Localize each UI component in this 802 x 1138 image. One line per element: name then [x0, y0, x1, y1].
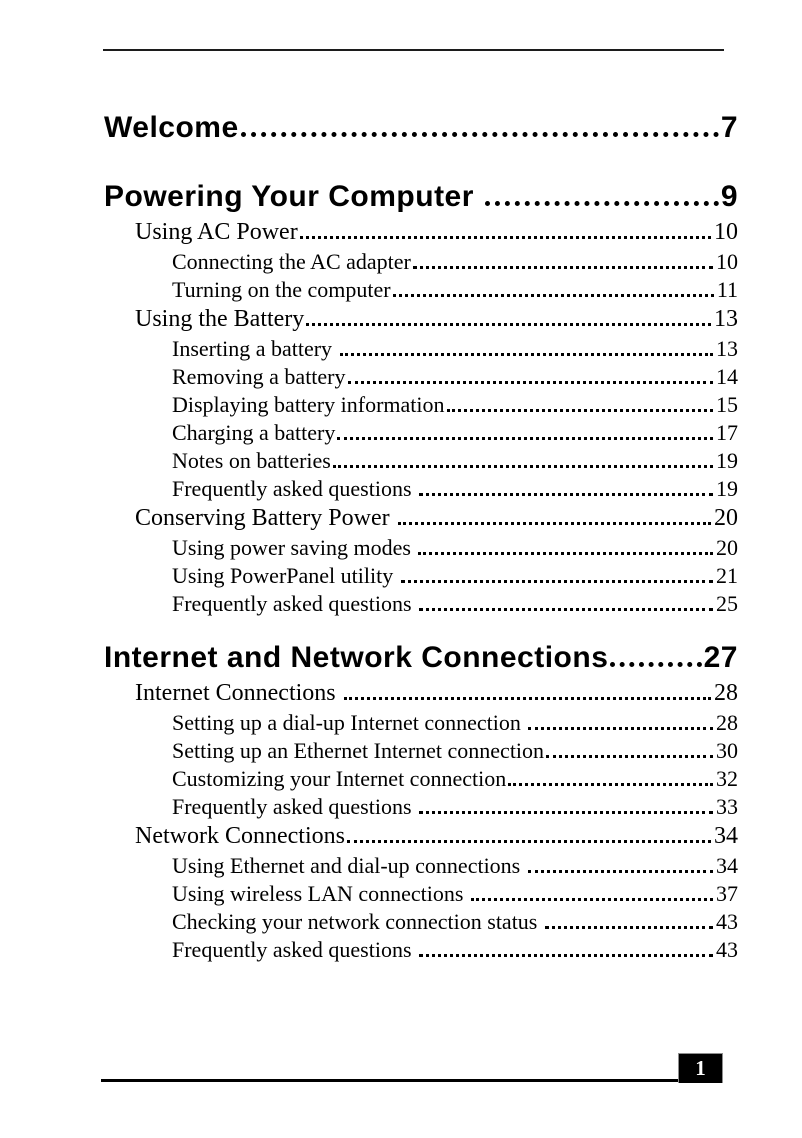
dot-leader: [485, 201, 719, 206]
toc-entry-label: Using AC Power: [135, 219, 298, 245]
toc-entry-subsection[interactable]: [104, 709, 738, 737]
toc-entry-subsection[interactable]: [104, 737, 738, 765]
toc-entry-page: 20: [714, 505, 738, 531]
toc-entry-page: 13: [714, 306, 738, 332]
toc-entry-subsection[interactable]: [104, 335, 738, 363]
toc-entry-subsection[interactable]: [104, 475, 738, 503]
toc-entry-subsection[interactable]: [104, 447, 738, 475]
dot-leader: [528, 727, 713, 730]
toc-entry-page: 17: [716, 420, 738, 445]
toc-entry-subsection[interactable]: [104, 562, 738, 590]
toc-entry-label: Using power saving modes: [172, 535, 417, 560]
toc-entry-label: Frequently asked questions: [172, 591, 418, 616]
footer-rule: [101, 1079, 678, 1082]
toc-entry-label: Checking your network connection status: [172, 909, 543, 934]
toc-entry-label: Frequently asked questions: [172, 476, 418, 501]
dot-leader: [545, 926, 713, 929]
toc-entry-label: Using the Battery: [135, 306, 305, 332]
toc-entry-page: 19: [716, 476, 738, 501]
toc-entry-page: 11: [716, 277, 738, 302]
toc-entry-page: 30: [716, 738, 738, 763]
toc-entry-subsection[interactable]: [104, 276, 738, 304]
toc-entry-label: Setting up a dial-up Internet connection: [172, 710, 527, 735]
dot-leader: [419, 608, 713, 611]
toc-entry-chapter[interactable]: [104, 640, 738, 675]
toc-entry-subsection[interactable]: [104, 880, 738, 908]
table-of-contents: [104, 110, 738, 964]
toc-entry-label: Internet Connections: [135, 680, 342, 706]
dot-leader: [333, 465, 713, 468]
toc-entry-subsection[interactable]: [104, 534, 738, 562]
dot-leader: [546, 755, 713, 758]
toc-entry-page: 15: [716, 392, 738, 417]
toc-entry-subsection[interactable]: [104, 852, 738, 880]
dot-leader: [419, 493, 713, 496]
toc-entry-label: Connecting the AC adapter: [172, 249, 411, 274]
toc-entry-chapter[interactable]: [104, 110, 738, 145]
toc-entry-label: Using PowerPanel utility: [172, 563, 399, 588]
toc-entry-page: 33: [716, 794, 738, 819]
toc-entry-page: 37: [716, 881, 738, 906]
dot-leader: [413, 266, 713, 269]
toc-entry-page: 32: [716, 766, 738, 791]
dot-leader: [340, 353, 713, 356]
toc-entry-label: Setting up an Ethernet Internet connection: [172, 738, 545, 763]
toc-entry-page: 7: [720, 111, 738, 144]
toc-entry-label: Frequently asked questions: [172, 794, 418, 819]
toc-entry-label: Displaying battery information: [172, 392, 445, 417]
toc-entry-page: 43: [716, 937, 738, 962]
toc-entry-page: 28: [714, 680, 738, 706]
toc-entry-label: Turning on the computer: [172, 277, 391, 302]
dot-leader: [300, 236, 711, 239]
toc-entry-page: 10: [714, 219, 738, 245]
dot-leader: [508, 783, 713, 786]
toc-entry-page: 27: [703, 641, 738, 674]
toc-entry-section[interactable]: [104, 678, 738, 709]
toc-entry-page: 20: [716, 535, 738, 560]
toc-entry-page: 28: [716, 710, 738, 735]
toc-entry-chapter[interactable]: [104, 179, 738, 214]
dot-leader: [398, 522, 711, 525]
toc-entry-subsection[interactable]: [104, 908, 738, 936]
toc-entry-page: 34: [716, 853, 738, 878]
dot-leader: [471, 898, 713, 901]
toc-entry-label: Network Connections: [135, 823, 345, 849]
toc-entry-subsection[interactable]: [104, 765, 738, 793]
dot-leader: [393, 294, 714, 297]
toc-entry-subsection[interactable]: [104, 363, 738, 391]
toc-entry-label: Inserting a battery: [172, 336, 338, 361]
toc-entry-label: Customizing your Internet connection: [172, 766, 507, 791]
dot-leader: [419, 954, 713, 957]
toc-entry-label: Frequently asked questions: [172, 937, 418, 962]
toc-entry-subsection[interactable]: [104, 419, 738, 447]
dot-leader: [347, 840, 711, 843]
toc-entry-label: Notes on batteries: [172, 448, 331, 473]
toc-entry-page: 13: [716, 336, 738, 361]
toc-entry-page: 25: [716, 591, 738, 616]
toc-entry-subsection[interactable]: [104, 248, 738, 276]
toc-entry-subsection[interactable]: [104, 391, 738, 419]
dot-leader: [337, 437, 713, 440]
toc-entry-label: Using wireless LAN connections: [172, 881, 469, 906]
toc-entry-page: 9: [720, 180, 738, 213]
toc-entry-page: 34: [714, 823, 738, 849]
toc-entry-subsection[interactable]: [104, 590, 738, 618]
toc-entry-section[interactable]: [104, 821, 738, 852]
header-rule: [103, 49, 724, 51]
dot-leader: [528, 870, 713, 873]
toc-entry-subsection[interactable]: [104, 793, 738, 821]
toc-entry-label: Using Ethernet and dial-up connections: [172, 853, 526, 878]
toc-entry-page: 43: [716, 909, 738, 934]
toc-entry-subsection[interactable]: [104, 936, 738, 964]
toc-entry-section[interactable]: [104, 217, 738, 248]
page-number: 1: [695, 1056, 706, 1080]
toc-entry-label: Conserving Battery Power: [135, 505, 396, 531]
toc-entry-page: 10: [716, 249, 738, 274]
toc-entry-label: Charging a battery: [172, 420, 336, 445]
toc-entry-page: 21: [716, 563, 738, 588]
page-number-box: [678, 1053, 723, 1083]
toc-entry-label: Internet and Network Connections: [104, 641, 609, 674]
dot-leader: [610, 662, 701, 667]
dot-leader: [419, 811, 713, 814]
toc-entry-section[interactable]: [104, 503, 738, 534]
toc-entry-page: 14: [716, 364, 738, 389]
dot-leader: [348, 381, 713, 384]
dot-leader: [401, 580, 713, 583]
dot-leader: [447, 409, 714, 412]
dot-leader: [418, 552, 713, 555]
toc-entry-label: Welcome: [104, 111, 239, 144]
toc-entry-label: Powering Your Computer: [104, 180, 483, 213]
toc-entry-section[interactable]: [104, 304, 738, 335]
dot-leader: [241, 132, 719, 137]
toc-entry-page: 19: [716, 448, 738, 473]
dot-leader: [344, 697, 711, 700]
dot-leader: [306, 323, 711, 326]
toc-entry-label: Removing a battery: [172, 364, 346, 389]
